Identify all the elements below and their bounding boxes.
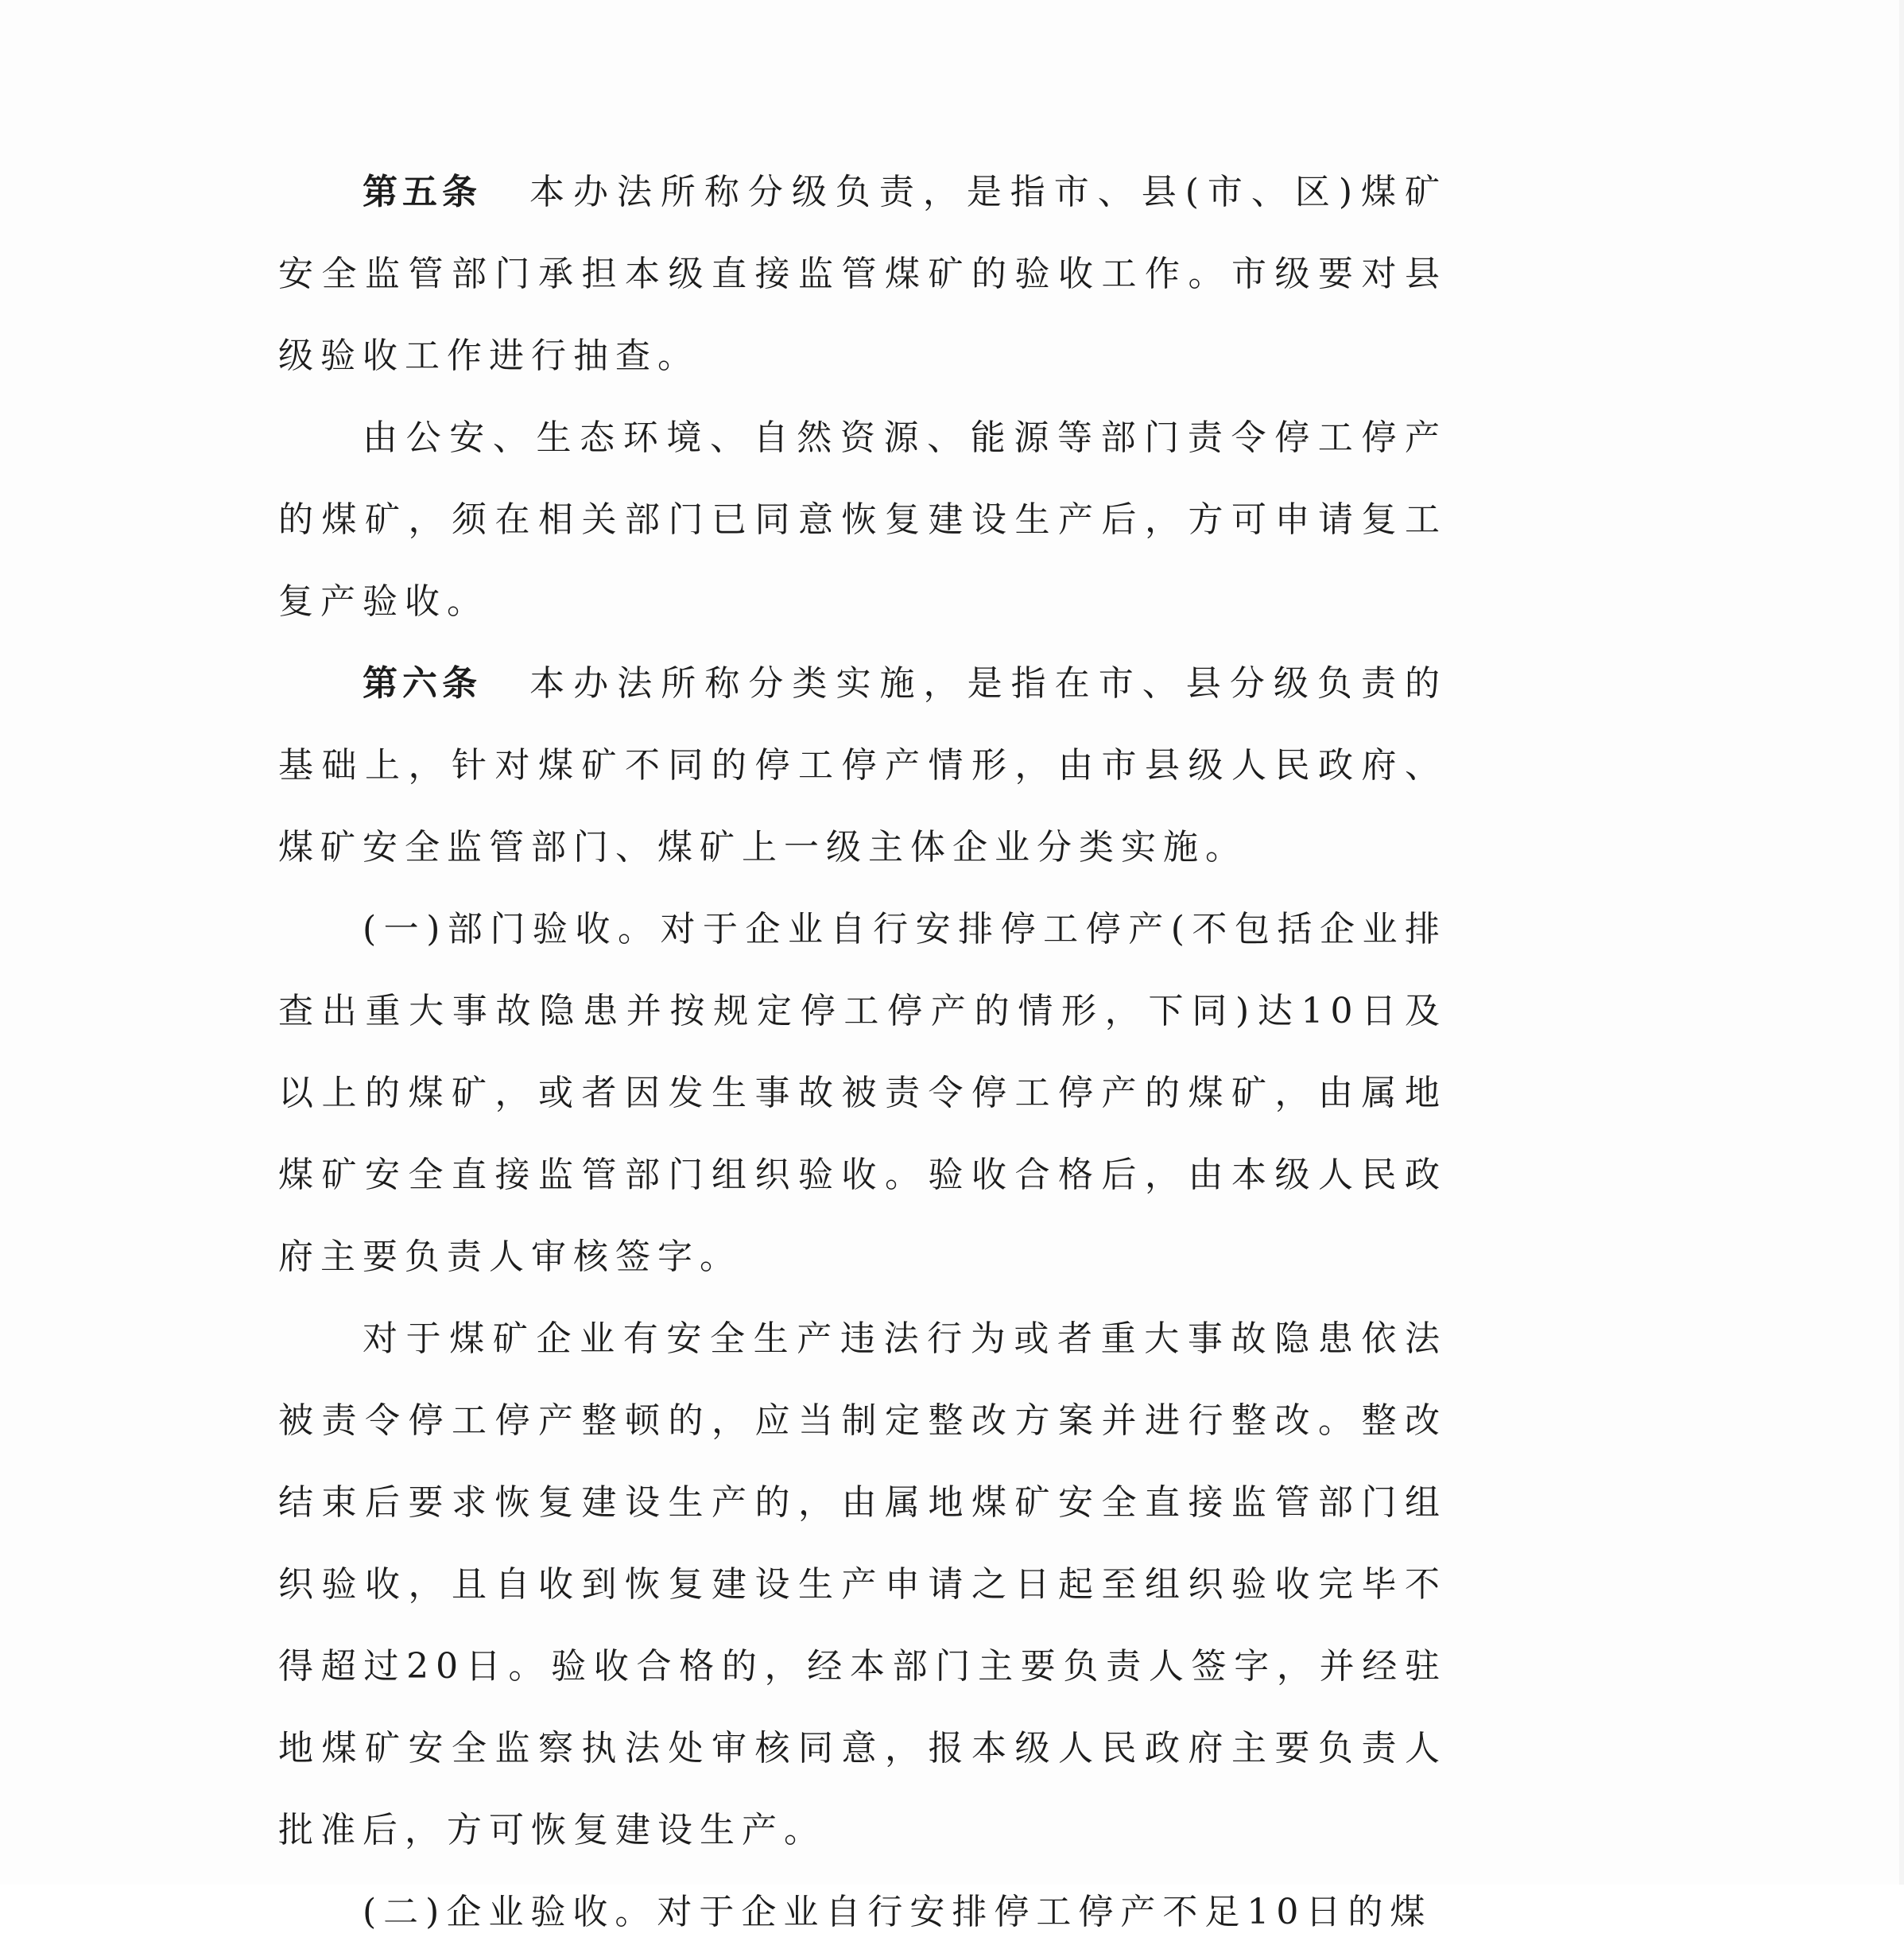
paragraph-enterprise-acceptance	[278, 1871, 1447, 1953]
paragraph-resume-condition	[278, 397, 1447, 643]
paragraph-text: 对于煤矿企业有安全生产违法行为或者重大事故隐患依法被责令停工停产整顿的，应当制定整改方案并进行整改。整改结束后要求恢复建设生产的，由属地煤矿安全直接监管部门组织验收，且自收到恢复建设生产申请之日起至组织验收完毕不得超过20日。验收合格的，经本部门主要负责人签字，并经驻地煤矿安全监察执法处审核同意，报本级人民政府主要负责人批准后，方可恢复建设生产。	[278, 1318, 1447, 1850]
paragraph-department-acceptance	[278, 888, 1447, 1298]
paragraph-text: 本办法所称分级负责，是指市、县(市、区)煤矿安全监管部门承担本级直接监管煤矿的验收工作。市级要对县级验收工作进行抽查。	[278, 172, 1447, 376]
paragraph-text: 由公安、生态环境、自然资源、能源等部门责令停工停产的煤矿，须在相关部门已同意恢复建设生产后，方可申请复工复产验收。	[278, 417, 1447, 622]
paragraph-rectification	[278, 1298, 1447, 1871]
paragraph-text: (二)企业验收。对于企业自行安排停工停产不足10日的煤	[363, 1892, 1433, 1932]
paragraph-text: 本办法所称分类实施，是指在市、县分级负责的基础上，针对煤矿不同的停工停产情形，由市县级人民政府、煤矿安全监管部门、煤矿上一级主体企业分类实施。	[278, 663, 1448, 868]
article-heading: 第五条	[363, 172, 482, 212]
document-body	[278, 151, 1447, 1953]
paragraph-article-6	[278, 643, 1447, 888]
article-heading: 第六条	[363, 663, 483, 704]
page-edge-shadow	[1899, 0, 1904, 1885]
paragraph-text: (一)部门验收。对于企业自行安排停工停产(不包括企业排查出重大事故隐患并按规定停工停产的情形，下同)达10日及以上的煤矿，或者因发生事故被责令停工停产的煤矿，由属地煤矿安全直接监管部门组织验收。验收合格后，由本级人民政府主要负责人审核签字。	[278, 909, 1447, 1277]
paragraph-article-5	[278, 151, 1447, 397]
